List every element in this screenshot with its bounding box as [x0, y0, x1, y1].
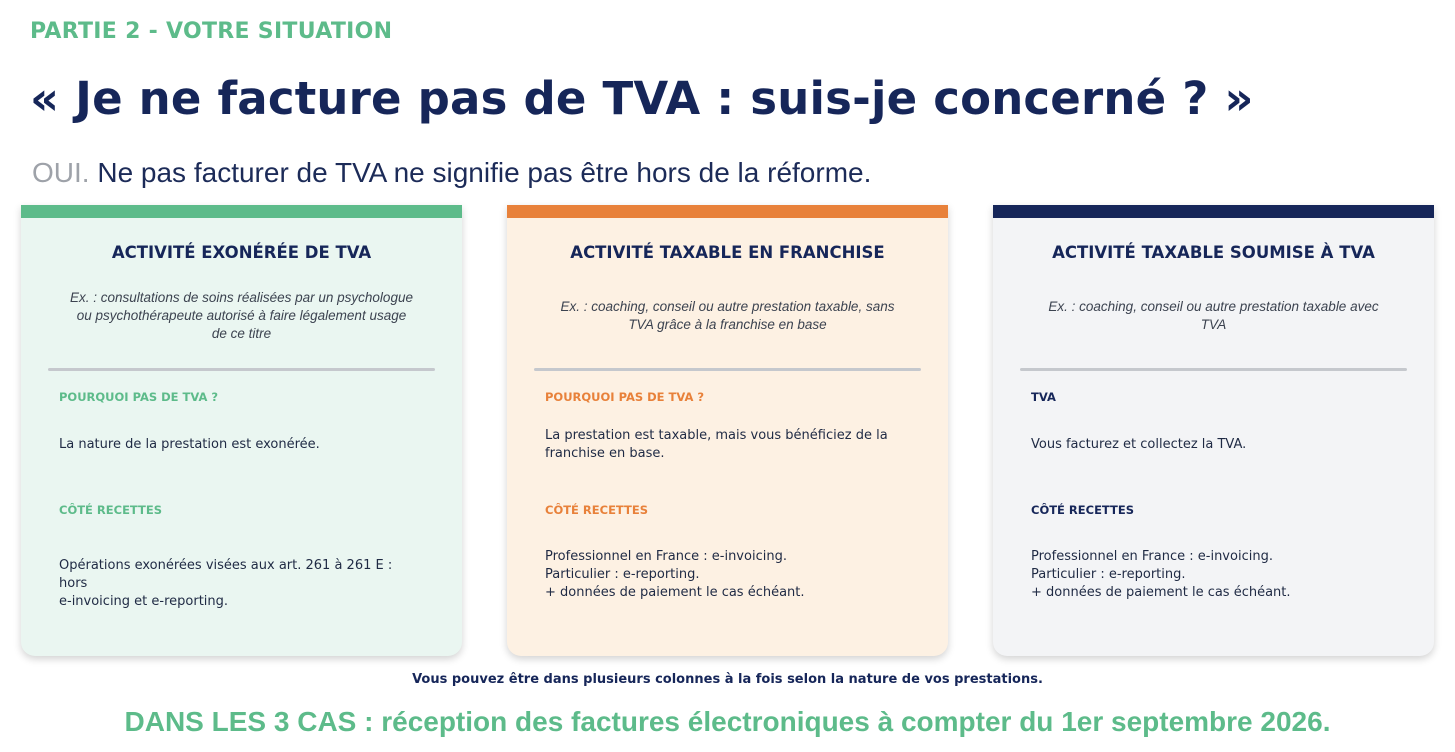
- card-example: [1023, 298, 1404, 334]
- page-title: « Je ne facture pas de TVA : suis-je concerné ? »: [30, 72, 1254, 125]
- text-line: e-invoicing et e-reporting.: [59, 594, 229, 609]
- text-line: Vous facturez et collectez la TVA.: [1031, 437, 1247, 452]
- example-line: Ex. : coaching, conseil ou autre prestation taxable, sans: [560, 299, 895, 314]
- example-line: de ce titre: [211, 326, 272, 341]
- card-divider: [534, 368, 921, 371]
- card-title: ACTIVITÉ TAXABLE SOUMISE À TVA: [1052, 243, 1375, 262]
- vat-heading: TVA: [1031, 390, 1056, 404]
- bottom-banner: DANS LES 3 CAS : réception des factures électroniques à compter du 1er septembre 2026.: [124, 706, 1331, 737]
- footnote: Vous pouvez être dans plusieurs colonnes à la fois selon la nature de vos prestations.: [412, 672, 1043, 687]
- why-no-vat-text: [59, 436, 422, 454]
- example-line: TVA grâce à la franchise en base: [628, 317, 827, 332]
- card-exempt-activity: [21, 205, 462, 656]
- revenue-text: [1031, 548, 1394, 602]
- section-label: PARTIE 2 - VOTRE SITUATION: [30, 19, 393, 44]
- card-franchise-activity: [507, 205, 948, 656]
- revenue-heading: CÔTÉ RECETTES: [1031, 503, 1135, 517]
- text-line: La prestation est taxable, mais vous bénéficiez de la: [545, 428, 888, 443]
- text-line: + données de paiement le cas échéant.: [545, 585, 805, 600]
- text-line: Opérations exonérées visées aux art. 261 à 261 E : hors: [59, 558, 393, 591]
- why-no-vat-heading: POURQUOI PAS DE TVA ?: [59, 390, 219, 404]
- text-line: Particulier : e-reporting.: [1031, 567, 1186, 582]
- revenue-text: [545, 548, 908, 602]
- card-title: ACTIVITÉ TAXABLE EN FRANCHISE: [570, 243, 885, 262]
- subtitle-oui: OUI.: [32, 157, 90, 188]
- card-top-bar: [993, 205, 1434, 218]
- card-vat-activity: [993, 205, 1434, 656]
- why-no-vat-heading: POURQUOI PAS DE TVA ?: [545, 390, 705, 404]
- text-line: Professionnel en France : e-invoicing.: [545, 549, 787, 564]
- text-line: La nature de la prestation est exonérée.: [59, 437, 320, 452]
- text-line: Particulier : e-reporting.: [545, 567, 700, 582]
- text-line: franchise en base.: [545, 446, 665, 461]
- card-example: [51, 289, 432, 343]
- text-line: Professionnel en France : e-invoicing.: [1031, 549, 1273, 564]
- card-title: ACTIVITÉ EXONÉRÉE DE TVA: [111, 243, 372, 262]
- example-line: ou psychothérapeute autorisé à faire légalement usage: [76, 308, 407, 323]
- card-example: [537, 298, 918, 334]
- card-top-bar: [507, 205, 948, 218]
- text-line: + données de paiement le cas échéant.: [1031, 585, 1291, 600]
- why-no-vat-text: [545, 427, 908, 463]
- example-line: TVA: [1200, 317, 1227, 332]
- card-top-bar: [21, 205, 462, 218]
- example-line: Ex. : coaching, conseil ou autre prestation taxable avec: [1048, 299, 1379, 314]
- subtitle-text: Ne pas facturer de TVA ne signifie pas être hors de la réforme.: [89, 157, 872, 188]
- vat-text: [1031, 436, 1394, 454]
- card-divider: [48, 368, 435, 371]
- example-line: Ex. : consultations de soins réalisées par un psychologue: [70, 290, 413, 305]
- revenue-heading: CÔTÉ RECETTES: [59, 503, 163, 517]
- revenue-heading: CÔTÉ RECETTES: [545, 503, 649, 517]
- revenue-text: [59, 557, 422, 611]
- subtitle: [32, 157, 871, 189]
- card-divider: [1020, 368, 1407, 371]
